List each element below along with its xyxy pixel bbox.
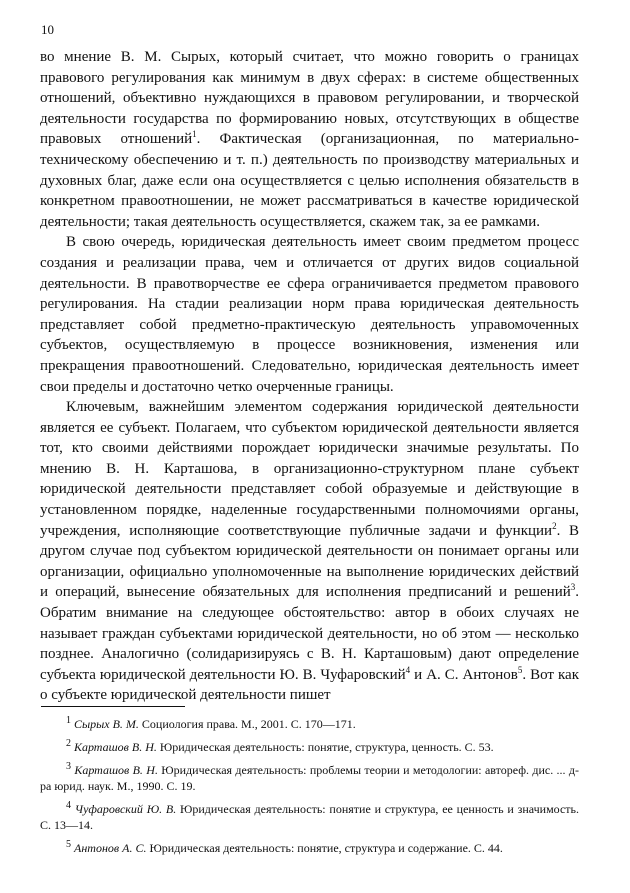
- text-segment: во мнение В. М. Сырых, который считает, что можно говорить о границах правового регулирования как минимум в двух сферах: в системе общественных отношений, объективно нуждающихся в правовом регулировании, и творческой деятельности государства по формированию новых, отсутствующих в обществе правовых отношений: [40, 49, 579, 148]
- text-segment: . Фактическая (организационная, по материально-техническому обеспечению и т. п.) деятельность по производству материальных и духовных благ, даже если она осуществляется с целью исполнения обязательств в конкретном правоотношении, не может рассматриваться в качестве юридической деятельности; такая деятельность осуществляется, скажем так, за ее рамками.: [40, 131, 579, 230]
- footnote-text: Юридическая деятельность: понятие и структура, ее ценность и значимость. С. 13—14.: [40, 802, 580, 832]
- footnotes: [40, 716, 579, 863]
- footnote-mark: 5: [66, 839, 71, 850]
- text-segment: . Вот как о субъекте юридической деятельности пишет: [40, 666, 579, 704]
- paragraph-1: [40, 47, 579, 232]
- footnote-5: [40, 840, 579, 856]
- footnote-ref-1[interactable]: 1: [192, 129, 197, 140]
- text-segment: В свою очередь, юридическая деятельность имеет своим предметом процесс создания и реализации права, чем и отличается от других видов социальной деятельности. В правотворчестве ее сфера ограничивается предметом правового регулирования. На стадии реализации норм права юридическая деятельность представляет собой предметно-практическую деятельность управомоченных субъектов, осуществляемую в процессе возникновения, изменения или прекращения правоотношений. Следовательно, юридическая деятельность имеет свои пределы и достаточно четко очерченные границы.: [40, 234, 579, 395]
- footnote-author: Сырых В. М.: [74, 717, 139, 731]
- footnote-text: Юридическая деятельность: понятие, структура, ценность. С. 53.: [156, 740, 494, 754]
- main-text: [40, 47, 579, 706]
- footnote-text: Юридическая деятельность: понятие, структура и содержание. С. 44.: [146, 841, 503, 855]
- footnote-ref-3[interactable]: 3: [570, 582, 576, 593]
- footnote-author: Карташов В. Н.: [74, 740, 157, 754]
- paragraph-2: [40, 232, 579, 397]
- footnote-mark: 1: [66, 715, 71, 726]
- footnote-text: Юридическая деятельность: проблемы теории и методологии: автореф. дис. ... д-ра юрид. наук. М., 1990. С. 19.: [40, 763, 580, 793]
- footnote-author: Чуфаровский Ю. В.: [74, 802, 177, 816]
- footnote-1: [40, 716, 579, 732]
- footnote-mark: 2: [66, 738, 71, 749]
- page-number: 10: [41, 22, 54, 37]
- footnote-mark: 3: [66, 761, 71, 772]
- footnote-divider: [41, 706, 185, 707]
- text-segment: и А. С. Антонов: [410, 666, 518, 683]
- text-segment: Ключевым, важнейшим элементом содержания юридической деятельности является ее субъект. Полагаем, что субъектом юридической деятельности является тот, кто своими действиями порождает юридически значимые результаты. По мнению В. Н. Карташова, в организационно-структурном плане субъект юридической деятельности представляет собой образуемые и действующие в установленном порядке, наделенные государственными полномочиями органы, учреждения, исполняющие соответствующие публичные задачи и функции: [40, 399, 579, 539]
- footnote-3: [40, 762, 579, 794]
- footnote-text: Социология права. М., 2001. С. 170—171.: [138, 717, 356, 731]
- text-segment: . В другом случае под субъектом юридической деятельности он понимает органы или организации, официально уполномоченные на выполнение юридических действий и операций, вынесение обязательных для исполнения предписаний и решений: [40, 522, 579, 601]
- footnote-4: [40, 801, 579, 833]
- footnote-ref-4[interactable]: 4: [405, 664, 411, 675]
- footnote-ref-2[interactable]: 2: [552, 520, 557, 531]
- footnote-mark: 4: [66, 800, 71, 811]
- footnote-author: Карташов В. Н.: [74, 763, 158, 777]
- footnote-ref-5[interactable]: 5: [517, 664, 523, 675]
- text-segment: . Обратим внимание на следующее обстоятельство: автор в обоих случаях не называет граждан субъектами юридической деятельности, но об этом — несколько позднее. Аналогично (солидаризируясь с В. Н. Карташовым) дают определение субъекта юридической деятельности Ю. В. Чуфаровский: [40, 584, 579, 683]
- footnote-2: [40, 739, 579, 755]
- footnote-author: Антонов А. С.: [74, 841, 147, 855]
- paragraph-3: [40, 397, 579, 706]
